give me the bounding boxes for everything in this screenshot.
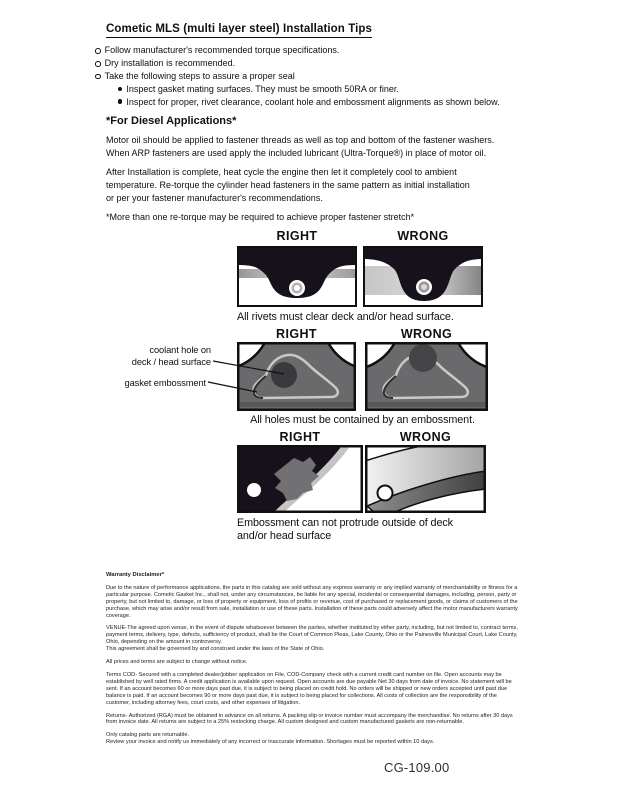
list-item	[95, 57, 500, 70]
list-item	[118, 96, 500, 109]
gasket-embossment-annotation	[88, 378, 206, 390]
warranty-paragraph: Returns- Authorized (RGA) must be obtained in advance on all returns. A packing slip or invoice number must accompany the merchandise. No returns after 30 days from invoice date. All returns are subject to a 25% restocking charge. All custom designed and custom manufactured gaskets are non-returnable.	[106, 712, 513, 726]
rivet-clearance-wrong-diagram	[363, 246, 483, 307]
rivet-clearance-right-diagram	[237, 246, 357, 307]
caption-line: and/or head surface	[237, 529, 332, 542]
text-line: temperature. Re-torque the cylinder head fasteners in the same pattern as initial installation	[106, 180, 470, 190]
row3-caption	[237, 517, 453, 543]
wrong-label-row2: WRONG	[400, 327, 453, 341]
warranty-disclaimer	[106, 572, 518, 746]
wrong-label-row1: WRONG	[397, 229, 449, 243]
filled-bullet-icon	[118, 87, 122, 91]
text-line: Motor oil should be applied to fastener threads as well as top and bottom of the fastener washers.	[106, 135, 495, 145]
annotation-line: gasket embossment	[124, 378, 206, 388]
installation-tips-list	[95, 44, 500, 109]
wrong-label-row3: WRONG	[399, 430, 452, 444]
warranty-paragraph: Only catalog parts are returnable.	[106, 732, 190, 739]
list-item-text: Inspect gasket mating surfaces. They must be smooth 50RA or finer.	[126, 83, 399, 94]
deck-edge-right-diagram	[237, 445, 363, 513]
embossment-wrong-diagram	[365, 342, 488, 411]
list-item	[118, 83, 500, 96]
warranty-paragraph: All prices and terms are subject to change without notice.	[106, 659, 248, 666]
text-line: When ARP fasteners are used apply the included lubricant (Ultra-Torque®) in place of motor oil.	[106, 148, 487, 158]
diesel-heading: *For Diesel Applications*	[106, 115, 237, 127]
text-line: or per your fastener manufacturer's recommendations.	[106, 193, 323, 203]
caption-line: Embossment can not protrude outside of deck	[237, 517, 453, 529]
list-item-text: Follow manufacturer's recommended torque specifications.	[104, 45, 340, 55]
list-item	[95, 44, 500, 57]
right-label-row3: RIGHT	[279, 430, 321, 444]
text-line: After Installation is complete, heat cycle the engine then let it completely cool to ambient	[106, 167, 457, 177]
diesel-paragraph-1	[106, 134, 556, 160]
annotation-line: deck / head surface	[131, 356, 211, 367]
filled-bullet-icon	[118, 99, 122, 103]
list-item-text: Take the following steps to assure a proper seal	[104, 70, 295, 81]
deck-edge-wrong-diagram	[365, 445, 486, 513]
coolant-hole-annotation	[101, 345, 211, 368]
diesel-paragraph-2	[106, 166, 556, 205]
hollow-bullet-icon	[95, 61, 101, 67]
warranty-paragraph: Review your invoice and notify us immediately of any incorrect or inaccurate information. Shortages must be reported within 10 days.	[106, 739, 435, 746]
warranty-paragraph: VENUE-The agreed upon venue, in the event of dispute whatsoever between the parties, whether instituted by either party, including, but not limited to, contract terms, payment terms, delivery, type, defects, sufficiency of product, shall be the Court of Common Pleas, Lake County, Ohio or the Painesville Municipal Court, Lake County, Ohio, depending on the amount in controversy.	[106, 625, 518, 646]
diesel-section	[106, 115, 556, 224]
right-label-row1: RIGHT	[276, 229, 318, 243]
warranty-paragraph: This agreement shall be governed by and construed under the laws of the State of Ohio.	[106, 646, 325, 653]
right-label-row2: RIGHT	[276, 327, 317, 341]
page-title: Cometic MLS (multi layer steel) Installation Tips	[106, 23, 372, 38]
list-item-text: Dry installation is recommended.	[104, 57, 236, 68]
embossment-right-diagram	[237, 342, 356, 411]
row2-caption: All holes must be contained by an embossment.	[250, 414, 475, 426]
list-item	[95, 70, 500, 83]
warranty-paragraph: Due to the nature of performance applications, the parts in this catalog are sold without any express warranty or any implied warranty of merchantability or fitness for a particular purpose. Cometic Gasket Inc., shall not, under any circumstances, be liable for any special, incidental or consequential damages, including, person, party or property, but not limited to, damage, or loss of property or equipment, loss of profits or revenue, cost of purchased or replacement goods, or claims of customers of the purchase, which may arise and/or result from sale, installation or use of these parts. Installation of these parts could adversely affect the motor manufacturers warranty coverage.	[106, 584, 518, 619]
list-item-text: Inspect for proper, rivet clearance, coolant hole and embossment alignments as shown below.	[126, 96, 500, 107]
warranty-heading: Warranty Disclaimer*	[106, 572, 165, 578]
page-code: CG-109.00	[384, 760, 450, 775]
hollow-bullet-icon	[95, 74, 101, 80]
warranty-paragraph: Terms COD- Secured with a completed dealer/jobber application on File, COD-Company check with a current credit card number on file. Open accounts may be established by well rated firms. A credit application is available upon request. Open accounts are due payable Net 30 days from date of invoice. No statement will be sent. If an account becomes 60 or more days past due, it is subject to being placed on credit hold. No orders will be shipped or new orders accepted until past due balance is paid. If an account becomes 90 or more days past due, it is subject to being placed for collections. All costs of collection are the responsibility of the customer, including attorney fees, court costs, and other expenses of litigation.	[106, 671, 512, 706]
retorque-note: *More than one re-torque may be required to achieve proper fastener stretch*	[106, 212, 415, 222]
annotation-line: coolant hole on	[149, 345, 211, 355]
row1-caption: All rivets must clear deck and/or head surface.	[237, 311, 454, 323]
hollow-bullet-icon	[95, 48, 101, 54]
